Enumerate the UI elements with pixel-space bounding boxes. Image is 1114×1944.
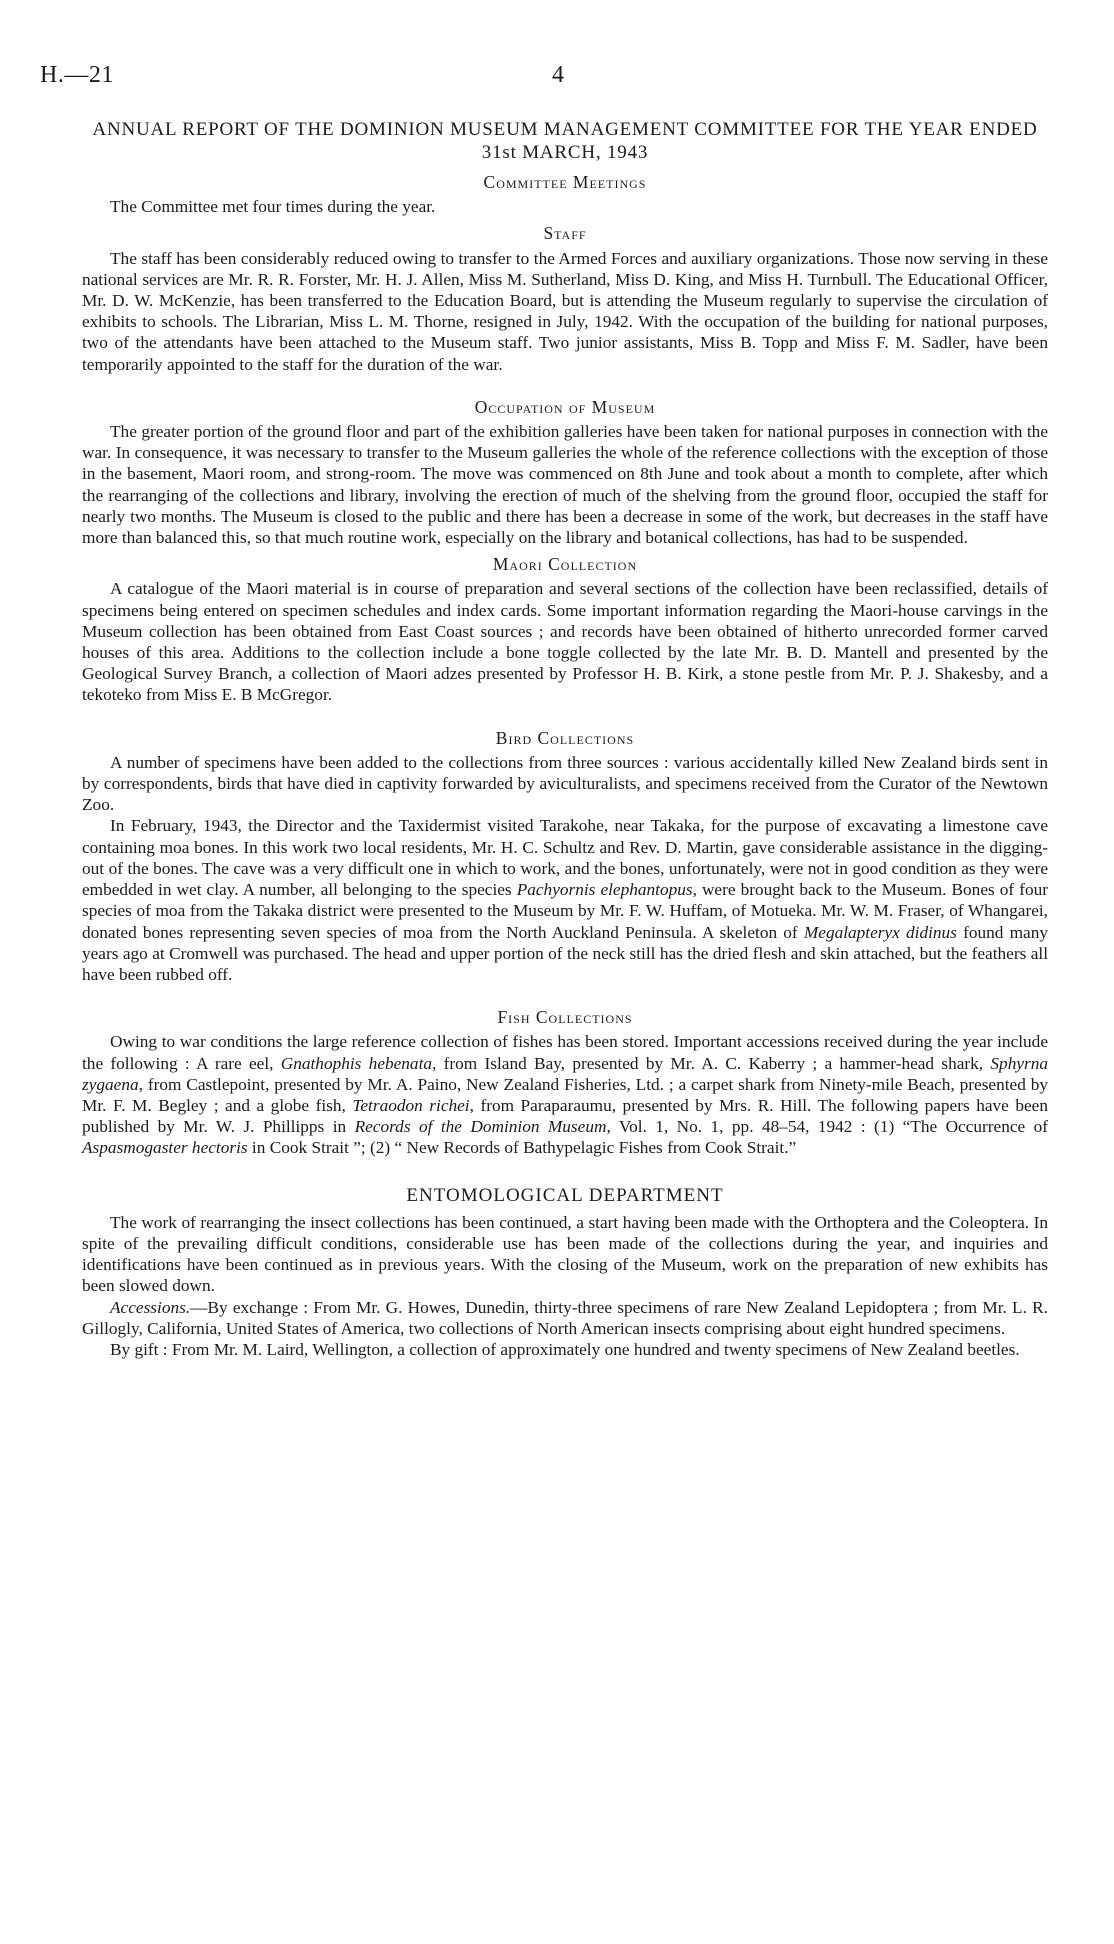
entomology-paragraph-1: The work of rearranging the insect collections has been continued, a start having been made with the Orthoptera and the Coleoptera. In spite of the prevailing difficult conditions, considerable use has been made of the collections during the year, and inquiries and identifications have been continued as in previous years. With the closing of the Museum, work on the preparation of new exhibits has been slowed down. — [82, 1212, 1048, 1296]
fish-text-f: in Cook Strait ”; (2) “ New Records of Bathypelagic Fishes from Cook Strait.” — [247, 1138, 797, 1158]
page-number: 4 — [552, 62, 564, 88]
journal-title: Records of the Dominion Museum — [354, 1117, 607, 1137]
bird-collections-heading: Bird Collections — [495, 727, 635, 748]
staff-paragraph: The staff has been considerably reduced owing to transfer to the Armed Forces and auxiliary organizations. Those now serving in these national services are Mr. R. R. Forster, Mr. H. J. Allen, Miss M. Sutherland, Miss D. King, and Miss H. Turnbull. The Educational Officer, Mr. D. W. McKenzie, has been transferred to the Education Board, but is attending the Museum regularly to supervise the circulation of exhibits to schools. The Librarian, Miss L. M. Thorne, resigned in July, 1942. With the occupation of the building for national purposes, two of the attendants have been attached to the Museum staff. Two junior assistants, Miss B. Topp and Miss F. M. Sadler, have been temporarily appointed to the staff for the duration of the war. — [82, 248, 1048, 374]
committee-paragraph: The Committee met four times during the year. — [110, 197, 436, 217]
maori-paragraph: A catalogue of the Maori material is in course of preparation and several sections of the collection have been reclassified, details of specimens being entered on specimen schedules and index cards. Some important information regarding the Maori-house carvings in the Museum collection has been obtained from East Coast sources ; and records have been obtained of hitherto unrecorded former carved houses of this area. Additions to the collection include a bone toggle collected by the late Mr. B. D. Mantell and presented by the Geological Survey Branch, a collection of Maori adzes presented by Professor H. B. Kirk, a stone pestle from Mr. P. J. Shakesby, and a tekoteko from Miss E. B McGregor. — [82, 579, 1048, 705]
report-title: ANNUAL REPORT OF THE DOMINION MUSEUM MANAGEMENT COMMITTEE FOR THE YEAR ENDED 31st MARCH, 1943 — [92, 119, 1038, 163]
maori-collection-heading: Maori Collection — [492, 554, 638, 575]
birds-paragraph-2 — [82, 815, 1048, 985]
fish-text-a: Owing to war conditions the large reference collection of fishes has been stored. Important accessions received during the year include the following : A rare eel, — [82, 1032, 1048, 1073]
species-sphyrna: Sphyrna zygaena — [82, 1053, 1049, 1094]
fish-text-e: , Vol. 1, No. 1, pp. 48–54, 1942 : (1) “The Occurrence of — [606, 1117, 1049, 1137]
species-megalapteryx: Megalapteryx didinus — [803, 922, 957, 942]
fish-collections-heading: Fish Collections — [497, 1007, 633, 1028]
fish-text-c: , from Castlepoint, presented by Mr. A. Paino, New Zealand Fisheries, Ltd. ; a carpet shark from Ninety-mile Beach, presented by Mr. F. M. Begley ; and a globe fish, — [82, 1074, 1048, 1115]
species-tetraodon: Tetraodon richei — [352, 1095, 470, 1115]
birds-paragraph-1: A number of specimens have been added to the collections from three sources : various accidentally killed New Zealand birds sent in by correspondents, birds that have died in captivity forwarded by aviculturalists, and specimens received from the Curator of the Newtown Zoo. — [82, 752, 1048, 815]
species-gnathophis: Gnathophis hebenata — [280, 1053, 433, 1073]
report-body — [82, 118, 1048, 1360]
fish-text-d: , from Paraparaumu, presented by Mrs. R. Hill. The following papers have been published by Mr. W. J. Phillipps in — [82, 1095, 1048, 1137]
entomology-heading: ENTOMOLOGICAL DEPARTMENT — [406, 1184, 724, 1206]
birds-text-b: , were brought back to the Museum. Bones of four species of moa from the Takaka district were presented to the Museum by Mr. F. W. Huffam, of Motueka. Mr. W. M. Fraser, of Whangarei, donated bones representing seven species of moa from the North Auckland Peninsula. A skeleton of — [82, 880, 1048, 942]
birds-text-c: found many years ago at Cromwell was purchased. The head and upper portion of the neck still has the dried flesh and skin attached, but the feathers all have been rubbed off. — [82, 922, 1048, 984]
document-reference: H.—21 — [40, 62, 114, 88]
species-aspasmogaster: Aspasmogaster hectoris — [82, 1138, 248, 1158]
entomology-gift: By gift : From Mr. M. Laird, Wellington, a collection of approximately one hundred and twenty specimens of New Zealand beetles. — [110, 1339, 1020, 1359]
committee-meetings-heading: Committee Meetings — [483, 172, 647, 192]
fish-paragraph — [82, 1031, 1048, 1158]
species-pachyornis: Pachyornis elephantopus — [516, 880, 693, 900]
birds-text-a: In February, 1943, the Director and the Taxidermist visited Tarakohe, near Takaka, for the purpose of excavating a limestone cave containing moa bones. In this work two local residents, Mr. H. C. Schultz and Rev. D. Martin, gave considerable assistance in the digging-out of the bones. The cave was a very difficult one in which to work, and the bones, unfortunately, were not in good condition as they were embedded in wet clay. A number, all belonging to the species — [82, 816, 1048, 900]
occupation-heading: Occupation of Museum — [474, 396, 656, 417]
accessions-text: —By exchange : From Mr. G. Howes, Dunedin, thirty-three specimens of rare New Zealand Lepidoptera ; from Mr. L. R. Gillogly, California, United States of America, two collections of North American insects comprising about eight hundred specimens. — [82, 1297, 1048, 1338]
entomology-accessions — [82, 1297, 1048, 1339]
occupation-paragraph: The greater portion of the ground floor and part of the exhibition galleries have been taken for national purposes in connection with the war. In consequence, it was necessary to transfer to the Museum galleries the whole of the reference collections with the exception of those in the basement, Maori room, and strong-room. The move was commenced on 8th June and took about a month to complete, after which the rearranging of the collections and library, involving the erection of much of the shelving from the ground floor, occupied the staff for nearly two months. The Museum is closed to the public and there has been a decrease in some of the work, but decreases in the staff have more than balanced this, so that much routine work, especially on the library and botanical collections, has had to be suspended. — [82, 422, 1048, 548]
fish-text-b: , from Island Bay, presented by Mr. A. C. Kaberry ; a hammer-head shark, — [432, 1053, 991, 1073]
staff-heading: Staff — [543, 223, 587, 244]
accessions-label: Accessions. — [110, 1297, 191, 1317]
